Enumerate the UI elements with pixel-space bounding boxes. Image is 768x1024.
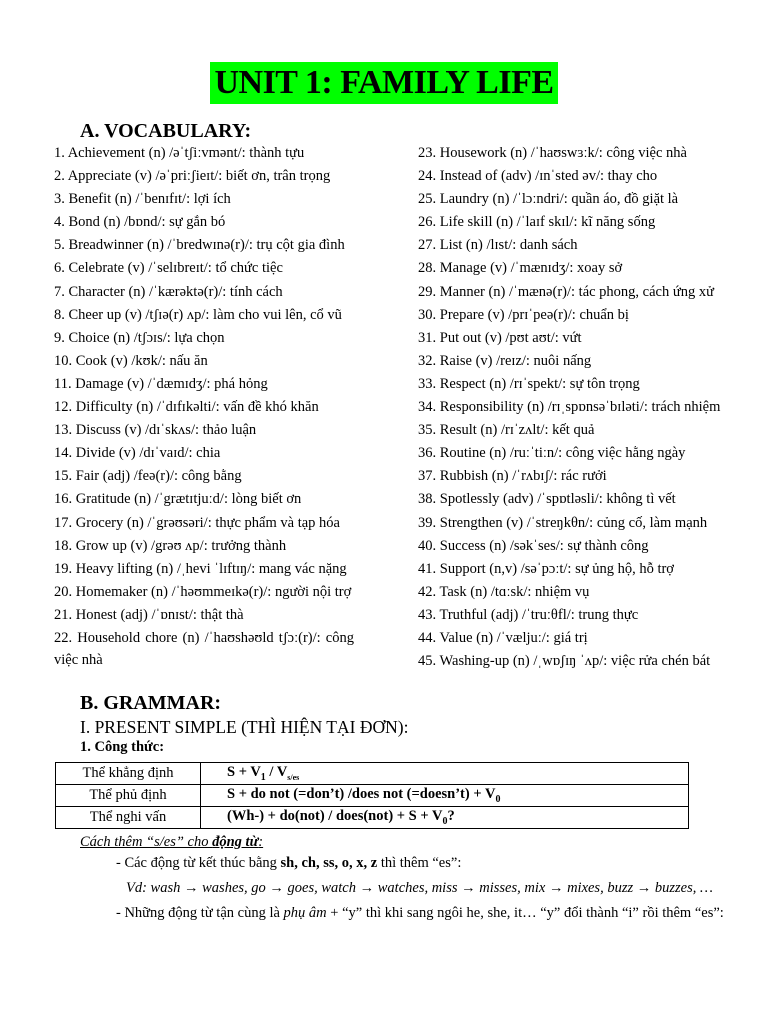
- vocab-item: 37. Rubbish (n) /ˈrʌbɪʃ/: rác rưởi: [418, 468, 607, 485]
- rule-2-italic: phụ âm: [283, 905, 327, 921]
- formula-expression: [201, 807, 689, 829]
- formula-row: [56, 785, 689, 807]
- vocab-item: 32. Raise (v) /reɪz/: nuôi nấng: [418, 352, 592, 369]
- example-item: mixes, buzz: [567, 880, 634, 896]
- vocab-item: 8. Cheer up (v) /tʃɪə(r) ʌp/: làm cho vui lên, cổ vũ: [54, 306, 342, 323]
- arrow-icon: →: [545, 880, 568, 896]
- section-b-heading: B. GRAMMAR:: [80, 692, 222, 714]
- grammar-heading: I. PRESENT SIMPLE (THÌ HIỆN TẠI ĐƠN):: [80, 717, 409, 737]
- vocab-item: 38. Spotlessly (adv) /ˈspɒtləsli/: không tì vết: [418, 491, 676, 508]
- note-line: [80, 834, 263, 851]
- note-bold: động từ: [212, 834, 259, 850]
- vocab-item: 23. Housework (n) /ˈhaʊswɜːk/: công việc nhà: [418, 145, 687, 161]
- vocab-item: 14. Divide (v) /dɪˈvaɪd/: chia: [54, 445, 221, 462]
- formula-part: 0: [495, 793, 501, 805]
- formula-part: 0: [442, 815, 448, 827]
- formula-label: Thể phủ định: [56, 785, 201, 807]
- vocab-item: 43. Truthful (adj) /ˈtruːθfl/: trung thực: [418, 606, 639, 623]
- vocab-item: 22. Household chore (n) /ˈhaʊshəʊld tʃɔː(r)/: công việc nhà: [54, 629, 354, 669]
- formula-part: 1: [260, 771, 266, 783]
- vocab-item: 12. Difficulty (n) /ˈdɪfɪkəlti/: vấn đề khó khăn: [54, 399, 319, 416]
- formula-part: / V: [265, 764, 288, 781]
- formula-expression: [201, 785, 689, 807]
- rule-1-suffix: thì thêm “es”:: [377, 855, 462, 871]
- vocab-item: 42. Task (n) /tɑːsk/: nhiệm vụ: [418, 583, 590, 600]
- vocab-item: 25. Laundry (n) /ˈlɔːndri/: quần áo, đồ giặt là: [418, 191, 679, 208]
- formula-part: ?: [447, 808, 455, 825]
- vocab-item: 40. Success (n) /səkˈses/: sự thành công: [418, 537, 649, 554]
- rule-1: [116, 855, 461, 872]
- examples-line: [126, 880, 713, 897]
- rule-2: [116, 902, 738, 925]
- vocab-item: 28. Manage (v) /ˈmænɪdʒ/: xoay sở: [418, 260, 623, 277]
- example-item: goes, watch: [287, 880, 356, 896]
- vocab-item: 13. Discuss (v) /dɪˈskʌs/: thảo luận: [54, 422, 257, 439]
- page-title: UNIT 1: FAMILY LIFE: [210, 62, 557, 104]
- vocab-item: 4. Bond (n) /bɒnd/: sự gắn bó: [54, 214, 226, 231]
- vocab-item: 29. Manner (n) /ˈmænə(r)/: tác phong, cách ứng xử: [418, 283, 714, 300]
- vocab-item: 34. Responsibility (n) /rɪˌspɒnsəˈbɪləti/: trách nhiệm: [418, 399, 721, 416]
- note-prefix: Cách thêm “s/es” cho: [80, 834, 213, 850]
- example-item: washes, go: [202, 880, 266, 896]
- vocab-item: 20. Homemaker (n) /ˈhəʊmmeɪkə(r)/: người nội trợ: [54, 583, 352, 600]
- formula-heading: 1. Công thức:: [80, 739, 165, 755]
- vocab-item: 1. Achievement (n) /əˈtʃiːvmənt/: thành tựu: [54, 145, 305, 161]
- vocab-item: 17. Grocery (n) /ˈgrəʊsəri/: thực phẩm và tạp hóa: [54, 514, 340, 531]
- vocab-item: 21. Honest (adj) /ˈɒnɪst/: thật thà: [54, 606, 244, 623]
- note-suffix: :: [258, 834, 264, 850]
- example-item: watches, miss: [377, 880, 458, 896]
- rule-2-prefix: - Những động từ tận cùng là: [116, 905, 284, 921]
- rule-1-bold: sh, ch, ss, o, x, z: [280, 855, 378, 871]
- vocab-item: 31. Put out (v) /pʊt aʊt/: vứt: [418, 329, 582, 346]
- formula-part: (Wh-) + do(not) / does(not) + S + V: [227, 808, 443, 825]
- vocab-column-left: [54, 142, 354, 672]
- arrow-icon: →: [265, 880, 288, 896]
- vocab-item: 18. Grow up (v) /grəʊ ʌp/: trưởng thành: [54, 537, 287, 554]
- vocab-item: 2. Appreciate (v) /əˈpriːʃieɪt/: biết ơn, trân trọng: [54, 168, 331, 185]
- title-wrap: [0, 62, 768, 104]
- formula-label: Thể khẳng định: [56, 763, 201, 785]
- vocab-column-right: [418, 142, 758, 673]
- vocab-item: 11. Damage (v) /ˈdæmɪdʒ/: phá hỏng: [54, 375, 268, 392]
- example-item: misses, mix: [479, 880, 546, 896]
- vocab-item: 41. Support (n,v) /səˈpɔːt/: sự ủng hộ, hỗ trợ: [418, 560, 674, 577]
- vocab-item: 24. Instead of (adv) /ɪnˈsted əv/: thay cho: [418, 168, 658, 185]
- vocab-item: 19. Heavy lifting (n) /ˌhevi ˈlɪftɪŋ/: mang vác nặng: [54, 560, 347, 577]
- vocab-item: 27. List (n) /lɪst/: danh sách: [418, 237, 578, 254]
- vocab-item: 44. Value (n) /ˈvæljuː/: giá trị: [418, 629, 588, 646]
- vocab-item: 45. Washing-up (n) /ˌwɒʃɪŋ ˈʌp/: việc rửa chén bát: [418, 653, 711, 670]
- rule-2-suffix: + “y” thì khi sang ngôi he, she, it… “y” đổi thành “i” rồi thêm “es”:: [326, 905, 724, 921]
- formula-part: s/es: [287, 772, 300, 782]
- vocab-item: 10. Cook (v) /kʊk/: nấu ăn: [54, 352, 208, 369]
- arrow-icon: →: [180, 880, 203, 896]
- arrow-icon: →: [356, 880, 378, 896]
- vocab-item: 26. Life skill (n) /ˈlaɪf skɪl/: kĩ năng sống: [418, 214, 656, 231]
- formula-row: [56, 763, 689, 785]
- formula-part: S + V: [227, 764, 261, 781]
- formula-row: [56, 807, 689, 829]
- vocab-item: 5. Breadwinner (n) /ˈbredwɪnə(r)/: trụ cột gia đình: [54, 237, 345, 254]
- vocab-item: 6. Celebrate (v) /ˈselɪbreɪt/: tổ chức tiệc: [54, 260, 283, 277]
- vocab-item: 39. Strengthen (v) /ˈstreŋkθn/: củng cố, làm mạnh: [418, 514, 708, 531]
- formula-part: S + do not (=don’t) /does not (=doesn’t) + V: [227, 786, 496, 803]
- vocab-item: 7. Character (n) /ˈkærəktə(r)/: tính cách: [54, 283, 283, 300]
- examples-lead: Vd: wash: [126, 880, 181, 896]
- arrow-icon: →: [633, 880, 655, 896]
- vocab-item: 15. Fair (adj) /feə(r)/: công bằng: [54, 468, 242, 485]
- vocab-item: 33. Respect (n) /rɪˈspekt/: sự tôn trọng: [418, 375, 640, 392]
- vocab-item: 35. Result (n) /rɪˈzʌlt/: kết quả: [418, 422, 595, 439]
- vocab-item: 36. Routine (n) /ruːˈtiːn/: công việc hằng ngày: [418, 445, 686, 462]
- rule-1-prefix: - Các động từ kết thúc bằng: [116, 855, 281, 871]
- arrow-icon: →: [457, 880, 480, 896]
- vocab-item: 3. Benefit (n) /ˈbenɪfɪt/: lợi ích: [54, 191, 231, 208]
- vocab-item: 9. Choice (n) /tʃɔɪs/: lựa chọn: [54, 329, 225, 346]
- formula-table: [55, 762, 689, 829]
- vocab-item: 16. Gratitude (n) /ˈgrætɪtjuːd/: lòng biết ơn: [54, 491, 302, 508]
- formula-label: Thể nghi vấn: [56, 807, 201, 829]
- vocab-item: 30. Prepare (v) /prɪˈpeə(r)/: chuẩn bị: [418, 306, 629, 323]
- section-a-heading: A. VOCABULARY:: [80, 120, 252, 142]
- formula-expression: [201, 763, 689, 785]
- example-item: buzzes, …: [654, 880, 713, 896]
